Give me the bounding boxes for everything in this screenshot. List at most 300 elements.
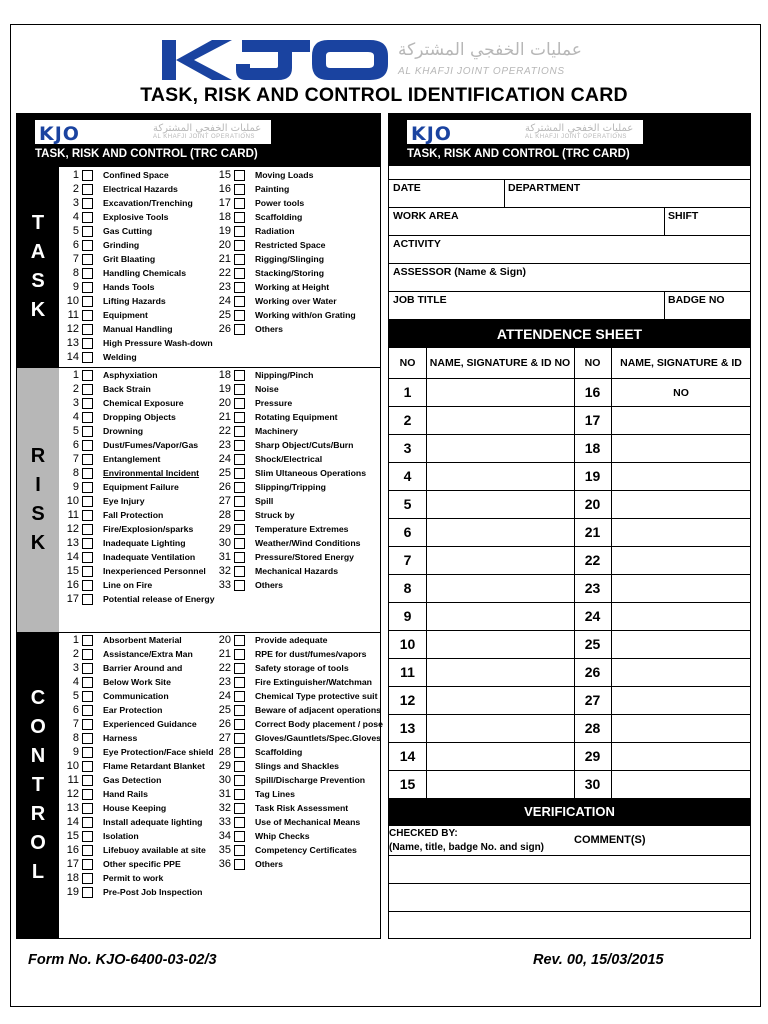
small-logo-arabic: عمليات الخفجي المشتركة bbox=[525, 123, 634, 134]
work-area-label: WORK AREA bbox=[393, 210, 459, 222]
item-number: 17 bbox=[66, 593, 79, 605]
item-number: 6 bbox=[72, 704, 79, 716]
checkbox[interactable] bbox=[234, 426, 245, 437]
checkbox[interactable] bbox=[82, 412, 93, 423]
item-label: Lifebuoy available at site bbox=[103, 845, 206, 855]
small-logo-letters: KJO bbox=[39, 123, 80, 145]
small-logo-letters: KJO bbox=[411, 123, 452, 145]
item-label: Task Risk Assessment bbox=[255, 803, 349, 813]
item-number: 23 bbox=[218, 281, 231, 293]
card-subtitle: TASK, RISK AND CONTROL (TRC CARD) bbox=[35, 148, 258, 160]
item-number: 8 bbox=[72, 267, 79, 279]
checkbox[interactable] bbox=[234, 198, 245, 209]
item-number: 8 bbox=[72, 467, 79, 479]
risk-label-letter: I bbox=[35, 474, 41, 496]
small-logo-arabic: عمليات الخفجي المشتركة bbox=[153, 123, 262, 134]
item-number: 14 bbox=[66, 351, 79, 363]
item-number: 33 bbox=[218, 816, 231, 828]
item-number: 5 bbox=[72, 690, 79, 702]
item-number: 15 bbox=[66, 565, 79, 577]
item-label: Correct Body placement / pose bbox=[255, 719, 383, 729]
divider bbox=[504, 180, 505, 208]
item-number: 13 bbox=[66, 337, 79, 349]
risk-section bbox=[17, 367, 380, 632]
checkbox[interactable] bbox=[82, 873, 93, 884]
item-label: Ear Protection bbox=[103, 705, 163, 715]
item-number: 9 bbox=[72, 481, 79, 493]
grid-line bbox=[389, 602, 750, 603]
item-label: Dust/Fumes/Vapor/Gas bbox=[103, 440, 199, 450]
card-header bbox=[17, 114, 380, 166]
item-label: Permit to work bbox=[103, 873, 164, 883]
att-col-no-left: NO bbox=[399, 357, 416, 369]
item-number: 11 bbox=[67, 509, 79, 521]
checkbox[interactable] bbox=[82, 296, 93, 307]
item-number: 5 bbox=[72, 225, 79, 237]
item-label: Chemical Type protective suit bbox=[255, 691, 378, 701]
checkbox[interactable] bbox=[234, 482, 245, 493]
activity-row[interactable] bbox=[389, 236, 750, 264]
checkbox[interactable] bbox=[82, 594, 93, 605]
checkbox[interactable] bbox=[234, 226, 245, 237]
item-label: Working over Water bbox=[255, 296, 337, 306]
item-number: 22 bbox=[218, 425, 231, 437]
job-title-label: JOB TITLE bbox=[393, 294, 447, 306]
attendance-row-number: 24 bbox=[584, 608, 601, 624]
checkbox[interactable] bbox=[82, 510, 93, 521]
trc-left-card bbox=[16, 113, 381, 939]
attendance-row-number: 19 bbox=[584, 468, 601, 484]
item-number: 2 bbox=[72, 183, 79, 195]
attendance-row-number: 9 bbox=[403, 608, 412, 624]
item-number: 11 bbox=[67, 774, 79, 786]
item-number: 2 bbox=[72, 648, 79, 660]
checkbox[interactable] bbox=[82, 803, 93, 814]
checkbox[interactable] bbox=[234, 184, 245, 195]
checkbox[interactable] bbox=[234, 775, 245, 786]
checkbox[interactable] bbox=[82, 426, 93, 437]
item-number: 14 bbox=[66, 551, 79, 563]
item-number: 10 bbox=[66, 295, 79, 307]
item-number: 12 bbox=[66, 523, 79, 535]
checked-by-row[interactable] bbox=[389, 826, 750, 856]
item-number: 1 bbox=[72, 369, 79, 381]
checkbox[interactable] bbox=[82, 324, 93, 335]
attendance-row-number: 20 bbox=[584, 496, 601, 512]
checkbox[interactable] bbox=[234, 170, 245, 181]
checkbox[interactable] bbox=[82, 747, 93, 758]
item-label: Slim Ultaneous Operations bbox=[255, 468, 367, 478]
control-label-letter: L bbox=[31, 861, 45, 883]
checkbox[interactable] bbox=[82, 761, 93, 772]
checkbox[interactable] bbox=[234, 663, 245, 674]
item-label: Fall Protection bbox=[103, 510, 164, 520]
item-number: 15 bbox=[66, 830, 79, 842]
item-label: Communication bbox=[103, 691, 169, 701]
checkbox[interactable] bbox=[82, 226, 93, 237]
checkbox[interactable] bbox=[82, 468, 93, 479]
grid-line bbox=[389, 546, 750, 547]
checkbox[interactable] bbox=[82, 440, 93, 451]
item-number: 9 bbox=[72, 746, 79, 758]
checkbox[interactable] bbox=[82, 817, 93, 828]
task-section-label bbox=[17, 167, 59, 367]
item-number: 13 bbox=[66, 537, 79, 549]
checkbox[interactable] bbox=[234, 733, 245, 744]
item-number: 8 bbox=[72, 732, 79, 744]
item-label: Rotating Equipment bbox=[255, 412, 338, 422]
checkbox[interactable] bbox=[82, 566, 93, 577]
checkbox[interactable] bbox=[82, 170, 93, 181]
checkbox[interactable] bbox=[234, 268, 245, 279]
assessor-row[interactable] bbox=[389, 264, 750, 292]
item-number: 2 bbox=[72, 383, 79, 395]
checkbox[interactable] bbox=[234, 761, 245, 772]
attendance-row-number: 26 bbox=[584, 664, 601, 680]
checkbox[interactable] bbox=[234, 454, 245, 465]
att-col-name-right: NAME, SIGNATURE & ID NO bbox=[620, 357, 742, 399]
form-number: Form No. KJO-6400-03-02/3 bbox=[28, 952, 217, 968]
checked-by-detail: (Name, title, badge No. and sign) bbox=[389, 842, 545, 853]
item-label: RPE for dust/fumes/vapors bbox=[255, 649, 367, 659]
grid-line bbox=[389, 518, 750, 519]
item-label: Eye Injury bbox=[103, 496, 145, 506]
kjo-main-logo bbox=[160, 38, 620, 84]
item-label: Provide adequate bbox=[255, 635, 328, 645]
attendance-row-number: 6 bbox=[403, 524, 412, 540]
checkbox[interactable] bbox=[234, 384, 245, 395]
checkbox[interactable] bbox=[234, 254, 245, 265]
attendance-row-number: 15 bbox=[399, 776, 416, 792]
checkbox[interactable] bbox=[234, 240, 245, 251]
item-number: 19 bbox=[218, 225, 231, 237]
control-label-letter: T bbox=[31, 774, 45, 796]
item-label: Nipping/Pinch bbox=[255, 370, 314, 380]
task-section bbox=[17, 166, 380, 367]
checkbox[interactable] bbox=[82, 338, 93, 349]
checkbox[interactable] bbox=[82, 282, 93, 293]
spacer-row bbox=[389, 166, 750, 180]
item-number: 18 bbox=[218, 369, 231, 381]
checkbox[interactable] bbox=[82, 887, 93, 898]
right-card-header bbox=[389, 114, 750, 166]
checkbox[interactable] bbox=[82, 254, 93, 265]
item-label: Radiation bbox=[255, 226, 295, 236]
item-label: Slipping/Tripping bbox=[255, 482, 326, 492]
checkbox[interactable] bbox=[82, 677, 93, 688]
risk-label-letter: K bbox=[30, 532, 46, 554]
checkbox[interactable] bbox=[82, 649, 93, 660]
item-label: Restricted Space bbox=[255, 240, 326, 250]
attendance-row-number: 30 bbox=[584, 776, 601, 792]
divider bbox=[664, 292, 665, 320]
checkbox[interactable] bbox=[234, 510, 245, 521]
item-label: Tag Lines bbox=[255, 789, 295, 799]
item-label: Inadequate Ventilation bbox=[103, 552, 196, 562]
grid-line bbox=[389, 658, 750, 659]
item-number: 6 bbox=[72, 239, 79, 251]
item-number: 24 bbox=[218, 690, 231, 702]
checkbox[interactable] bbox=[82, 859, 93, 870]
grid-line bbox=[389, 770, 750, 771]
checkbox[interactable] bbox=[234, 398, 245, 409]
item-number: 19 bbox=[218, 383, 231, 395]
item-label: Hands Tools bbox=[103, 282, 155, 292]
checkbox[interactable] bbox=[82, 310, 93, 321]
item-label: Noise bbox=[255, 384, 279, 394]
item-label: Gas Detection bbox=[103, 775, 162, 785]
item-number: 22 bbox=[218, 267, 231, 279]
item-number: 26 bbox=[218, 323, 231, 335]
checkbox[interactable] bbox=[82, 733, 93, 744]
item-number: 18 bbox=[66, 872, 79, 884]
item-number: 30 bbox=[218, 537, 231, 549]
divider bbox=[664, 208, 665, 236]
checkbox[interactable] bbox=[234, 552, 245, 563]
checkbox[interactable] bbox=[82, 482, 93, 493]
item-label: Beware of adjacent operations bbox=[255, 705, 382, 715]
item-number: 33 bbox=[218, 579, 231, 591]
item-number: 29 bbox=[218, 523, 231, 535]
task-label-letter: S bbox=[31, 270, 45, 292]
activity-label: ACTIVITY bbox=[393, 238, 441, 250]
small-logo-english: AL KHAFJI JOINT OPERATIONS bbox=[153, 134, 255, 140]
attendance-row-number: 23 bbox=[584, 580, 601, 596]
kjo-small-logo-right bbox=[407, 120, 643, 144]
item-label: Competency Certificates bbox=[255, 845, 357, 855]
attendance-row-number: 27 bbox=[584, 692, 601, 708]
checkbox[interactable] bbox=[234, 468, 245, 479]
small-logo-english: AL KHAFJI JOINT OPERATIONS bbox=[525, 134, 627, 140]
item-number: 7 bbox=[72, 253, 79, 265]
checkbox[interactable] bbox=[234, 803, 245, 814]
item-number: 20 bbox=[218, 239, 231, 251]
date-label: DATE bbox=[393, 182, 421, 194]
checkbox[interactable] bbox=[234, 566, 245, 577]
checkbox[interactable] bbox=[82, 775, 93, 786]
grid-line bbox=[389, 574, 750, 575]
item-label: Eye Protection/Face shield bbox=[103, 747, 214, 757]
att-col-no-right: NO bbox=[584, 357, 601, 369]
checkbox[interactable] bbox=[234, 677, 245, 688]
checkbox[interactable] bbox=[234, 296, 245, 307]
checkbox[interactable] bbox=[234, 831, 245, 842]
checkbox[interactable] bbox=[82, 705, 93, 716]
item-number: 14 bbox=[66, 816, 79, 828]
checkbox[interactable] bbox=[82, 370, 93, 381]
item-label: Welding bbox=[103, 352, 137, 362]
item-number: 7 bbox=[72, 718, 79, 730]
attendance-row-number: 4 bbox=[403, 468, 412, 484]
checkbox[interactable] bbox=[82, 268, 93, 279]
item-number: 27 bbox=[218, 495, 231, 507]
checkbox[interactable] bbox=[234, 370, 245, 381]
logo-arabic-text: عمليات الخفجي المشتركة bbox=[398, 40, 582, 60]
grid-line bbox=[389, 434, 750, 435]
checkbox[interactable] bbox=[234, 691, 245, 702]
kjo-logo-icon bbox=[160, 38, 390, 82]
checkbox[interactable] bbox=[82, 212, 93, 223]
checkbox[interactable] bbox=[234, 649, 245, 660]
checkbox[interactable] bbox=[82, 663, 93, 674]
item-number: 21 bbox=[218, 648, 231, 660]
checkbox[interactable] bbox=[82, 184, 93, 195]
item-label: Equipment bbox=[103, 310, 148, 320]
checkbox[interactable] bbox=[234, 538, 245, 549]
checkbox[interactable] bbox=[82, 691, 93, 702]
control-label-letter: O bbox=[30, 716, 46, 738]
item-label: Fire Extinguisher/Watchman bbox=[255, 677, 372, 687]
checkbox[interactable] bbox=[82, 845, 93, 856]
item-label: Struck by bbox=[255, 510, 295, 520]
item-number: 12 bbox=[66, 323, 79, 335]
item-label: Hand Rails bbox=[103, 789, 148, 799]
checkbox[interactable] bbox=[234, 845, 245, 856]
item-label: House Keeping bbox=[103, 803, 167, 813]
card-subtitle-right: TASK, RISK AND CONTROL (TRC CARD) bbox=[407, 148, 630, 160]
item-label: Inexperienced Personnel bbox=[103, 566, 206, 576]
item-number: 25 bbox=[218, 309, 231, 321]
item-label: Assistance/Extra Man bbox=[103, 649, 193, 659]
checkbox[interactable] bbox=[82, 454, 93, 465]
attendance-row-number: 22 bbox=[584, 552, 601, 568]
item-label: Others bbox=[255, 324, 284, 334]
item-label: Mechanical Hazards bbox=[255, 566, 339, 576]
item-label: Below Work Site bbox=[103, 677, 171, 687]
verification-title: VERIFICATION bbox=[389, 798, 750, 826]
item-label: Lifting Hazards bbox=[103, 296, 166, 306]
item-number: 22 bbox=[218, 662, 231, 674]
item-label: Other specific PPE bbox=[103, 859, 181, 869]
item-label: Manual Handling bbox=[103, 324, 173, 334]
item-number: 24 bbox=[218, 453, 231, 465]
checkbox[interactable] bbox=[82, 719, 93, 730]
attendance-row-number: 11 bbox=[400, 664, 415, 680]
item-number: 36 bbox=[218, 858, 231, 870]
risk-section-label bbox=[17, 368, 59, 632]
checkbox[interactable] bbox=[234, 719, 245, 730]
checkbox[interactable] bbox=[82, 384, 93, 395]
attendance-row-number: 1 bbox=[403, 384, 412, 400]
item-label: Fire/Explosion/sparks bbox=[103, 524, 194, 534]
item-label: Weather/Wind Conditions bbox=[255, 538, 361, 548]
item-number: 17 bbox=[66, 858, 79, 870]
control-label-letter: O bbox=[30, 832, 46, 854]
checkbox[interactable] bbox=[82, 524, 93, 535]
checkbox[interactable] bbox=[234, 580, 245, 591]
item-label: Install adequate lighting bbox=[103, 817, 203, 827]
attendance-grid bbox=[389, 348, 750, 798]
checkbox[interactable] bbox=[82, 496, 93, 507]
item-label: Whip Checks bbox=[255, 831, 310, 841]
item-label: Spill bbox=[255, 496, 274, 506]
item-number: 4 bbox=[72, 211, 79, 223]
att-col-name-left: NAME, SIGNATURE & ID NO bbox=[429, 357, 571, 369]
item-number: 4 bbox=[72, 411, 79, 423]
checkbox[interactable] bbox=[234, 496, 245, 507]
item-label: Safety storage of tools bbox=[255, 663, 349, 673]
item-label: Absorbent Material bbox=[103, 635, 182, 645]
item-number: 15 bbox=[218, 169, 231, 181]
item-number: 12 bbox=[66, 788, 79, 800]
attendance-row-number: 28 bbox=[584, 720, 601, 736]
checkbox[interactable] bbox=[234, 310, 245, 321]
checkbox[interactable] bbox=[234, 324, 245, 335]
checkbox[interactable] bbox=[234, 212, 245, 223]
item-number: 16 bbox=[218, 183, 231, 195]
checkbox[interactable] bbox=[82, 538, 93, 549]
item-label: Power tools bbox=[255, 198, 305, 208]
item-number: 7 bbox=[72, 453, 79, 465]
item-number: 10 bbox=[66, 760, 79, 772]
checkbox[interactable] bbox=[82, 552, 93, 563]
item-label: Experienced Guidance bbox=[103, 719, 197, 729]
checkbox[interactable] bbox=[82, 831, 93, 842]
badge-no-label: BADGE NO bbox=[668, 294, 725, 306]
attendance-row-number: 29 bbox=[584, 748, 601, 764]
checkbox[interactable] bbox=[234, 635, 245, 646]
checkbox[interactable] bbox=[234, 747, 245, 758]
item-label: High Pressure Wash-down bbox=[103, 338, 213, 348]
checkbox[interactable] bbox=[234, 705, 245, 716]
job-title-row[interactable] bbox=[389, 292, 750, 320]
item-number: 13 bbox=[66, 802, 79, 814]
checkbox[interactable] bbox=[82, 635, 93, 646]
item-number: 32 bbox=[218, 565, 231, 577]
item-label: Explosive Tools bbox=[103, 212, 169, 222]
attendance-row-number: 7 bbox=[403, 552, 412, 568]
work-area-row[interactable] bbox=[389, 208, 750, 236]
checkbox[interactable] bbox=[234, 789, 245, 800]
item-number: 28 bbox=[218, 746, 231, 758]
item-label: Pressure/Stored Energy bbox=[255, 552, 354, 562]
attendance-row-number: 18 bbox=[584, 440, 601, 456]
assessor-label: ASSESSOR (Name & Sign) bbox=[393, 266, 527, 278]
checkbox[interactable] bbox=[234, 524, 245, 535]
checkbox[interactable] bbox=[82, 240, 93, 251]
verification-row-1[interactable] bbox=[389, 856, 750, 884]
item-number: 20 bbox=[218, 397, 231, 409]
verification-row-2[interactable] bbox=[389, 884, 750, 912]
checkbox[interactable] bbox=[82, 789, 93, 800]
checkbox[interactable] bbox=[82, 352, 93, 363]
checkbox[interactable] bbox=[82, 398, 93, 409]
checkbox[interactable] bbox=[234, 817, 245, 828]
attendance-row-number: 8 bbox=[403, 580, 412, 596]
item-label: Scaffolding bbox=[255, 212, 303, 222]
item-label: Temperature Extremes bbox=[255, 524, 349, 534]
item-label: Barrier Around and bbox=[103, 663, 183, 673]
checkbox[interactable] bbox=[234, 440, 245, 451]
item-number: 35 bbox=[218, 844, 231, 856]
item-label: Others bbox=[255, 580, 284, 590]
item-label: Electrical Hazards bbox=[103, 184, 178, 194]
date-department-row[interactable] bbox=[389, 180, 750, 208]
attendance-row-number: 10 bbox=[399, 636, 416, 652]
checkbox[interactable] bbox=[82, 198, 93, 209]
checkbox[interactable] bbox=[82, 580, 93, 591]
attendance-row-number: 5 bbox=[403, 496, 412, 512]
checkbox[interactable] bbox=[234, 412, 245, 423]
control-section bbox=[17, 632, 383, 938]
trc-right-card bbox=[388, 113, 751, 939]
item-label: Inadequate Lighting bbox=[103, 538, 186, 548]
comments-label: COMMENT(S) bbox=[574, 834, 646, 846]
checkbox[interactable] bbox=[234, 282, 245, 293]
control-label-letter: R bbox=[30, 803, 46, 825]
checkbox[interactable] bbox=[234, 859, 245, 870]
grid-line bbox=[389, 686, 750, 687]
